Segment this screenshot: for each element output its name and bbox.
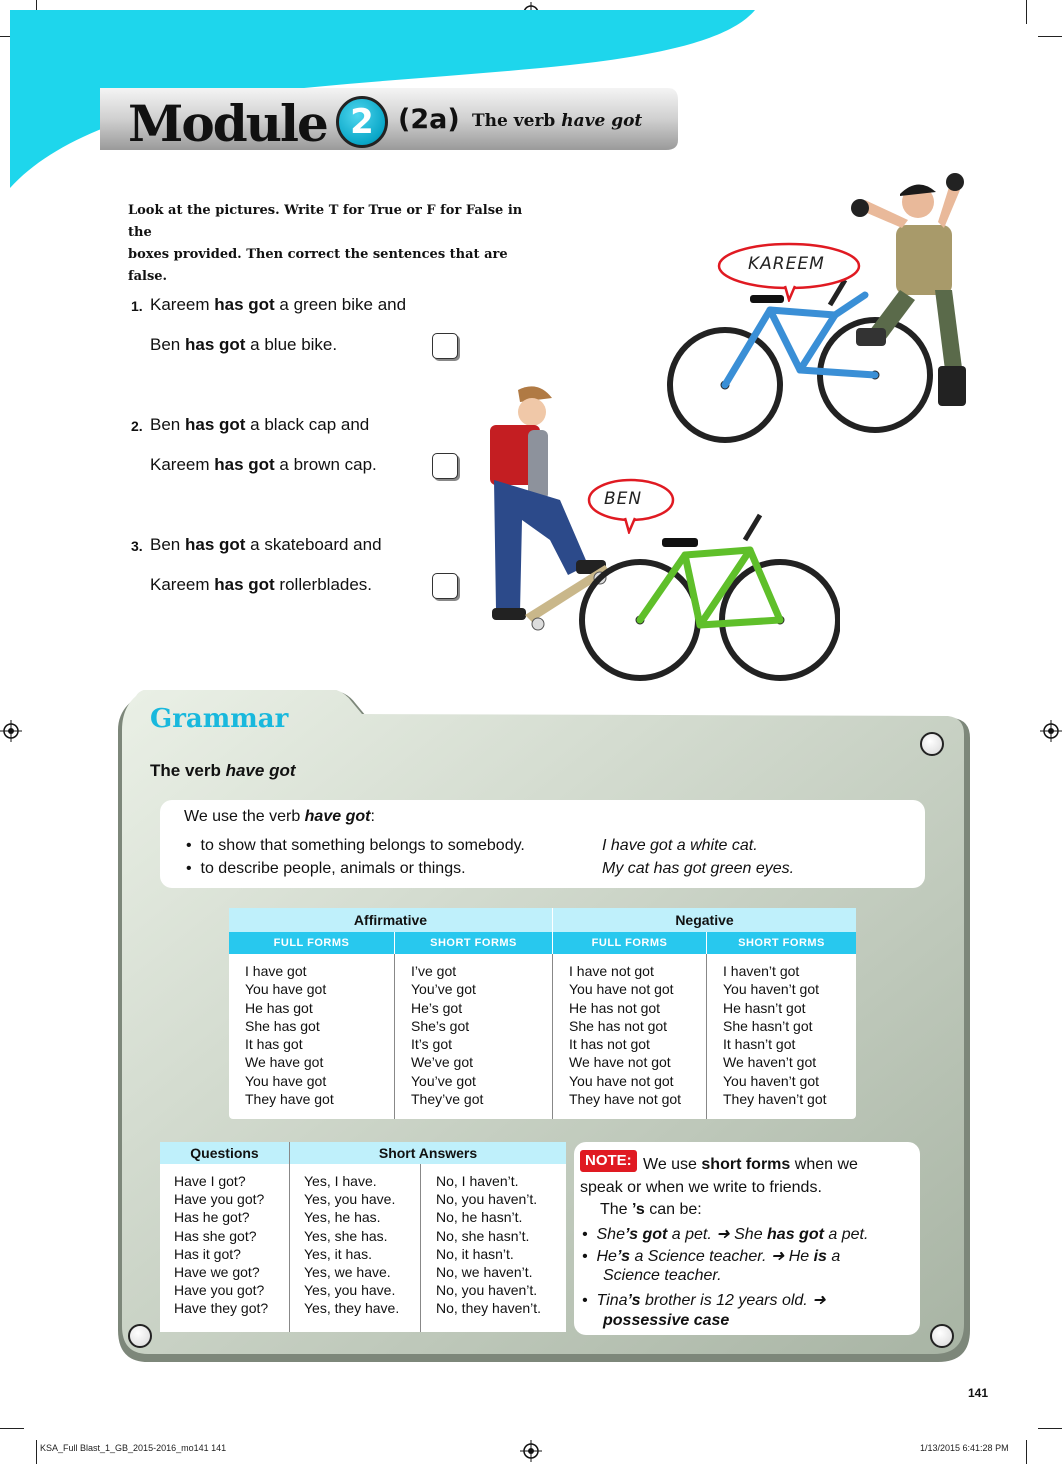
table-cell: Yes, you have. — [304, 1191, 396, 1208]
table-cell: Has he got? — [174, 1209, 250, 1226]
table-cell: No, he hasn’t. — [436, 1209, 523, 1226]
note-example-continued: possessive case — [603, 1312, 730, 1329]
ben-name-label: BEN — [604, 489, 643, 509]
column-divider — [289, 1142, 290, 1332]
usage-example: My cat has got green eyes. — [602, 860, 795, 877]
grammar-heading: Grammar — [150, 704, 289, 734]
questions-column — [174, 1172, 268, 1318]
table-cell: You have not got — [569, 981, 674, 998]
answer-box-3[interactable] — [432, 573, 458, 599]
table-cell: I have not got — [569, 963, 654, 979]
note-badge: NOTE: — [580, 1150, 637, 1172]
item-3-line-2: Kareem has got rollerblades. — [150, 575, 373, 594]
table-cell: They have not got — [569, 1091, 682, 1108]
info-icon — [920, 732, 944, 756]
crop-mark — [1026, 1440, 1027, 1464]
table-cell: It’s got — [411, 1036, 452, 1053]
table-cell: Yes, I have. — [304, 1173, 377, 1189]
usage-bullet: • to show that something belongs to somebody. — [186, 837, 525, 854]
table-cell: No, it hasn’t. — [436, 1245, 514, 1262]
table-cell: No, you haven’t. — [436, 1282, 538, 1299]
table-cell: You haven’t got — [723, 981, 820, 998]
table-cell: She has got — [245, 1017, 320, 1034]
table-cell: Have you got? — [174, 1191, 265, 1208]
grammar-subheading: The verb have got — [150, 761, 296, 780]
table-cell: You have got — [245, 981, 327, 998]
table-cell: You have got — [245, 1072, 327, 1089]
table-cell: They have got — [245, 1091, 334, 1108]
note-example: • He’s a Science teacher. ➜ He is a — [582, 1248, 841, 1265]
note-example: • Tina’s brother is 12 years old. ➜ — [582, 1292, 826, 1309]
column-divider — [706, 954, 707, 1119]
registration-mark-icon — [0, 720, 22, 742]
table-cell: He has not got — [569, 999, 661, 1016]
item-1-line-2: Ben has got a blue bike. — [150, 335, 338, 354]
table-cell: No, you haven’t. — [436, 1191, 538, 1208]
item-2-line-2: Kareem has got a brown cap. — [150, 455, 377, 474]
unit-code: (2a) — [398, 104, 460, 135]
table-cell: It has not got — [569, 1036, 650, 1053]
table-cell: Yes, you have. — [304, 1282, 396, 1299]
table-cell: They’ve got — [411, 1091, 484, 1108]
forms-table — [229, 908, 856, 1119]
usage-example: I have got a white cat. — [602, 837, 758, 854]
note-line: The ’s can be: — [600, 1201, 702, 1218]
full-forms-header: FULL FORMS — [553, 932, 706, 954]
note-line: We use short forms when we — [643, 1156, 858, 1173]
registration-mark-icon — [520, 1440, 542, 1462]
table-cell: They haven’t got — [723, 1091, 827, 1108]
affirmative-header: Affirmative — [229, 908, 552, 932]
item-3-line-1: Ben has got a skateboard and — [150, 535, 382, 554]
table-cell: I haven’t got — [723, 963, 800, 979]
short-answers-header: Short Answers — [290, 1142, 566, 1164]
item-number: 3. — [131, 538, 143, 554]
table-cell: Have you got? — [174, 1282, 265, 1299]
affirmative-short-column — [411, 962, 483, 1108]
table-cell: I’ve got — [411, 963, 457, 979]
table-cell: You haven’t got — [723, 1072, 820, 1089]
table-cell: She’s got — [411, 1017, 470, 1034]
item-number: 1. — [131, 298, 143, 314]
table-cell: Has she got? — [174, 1227, 257, 1244]
table-cell: We’ve got — [411, 1054, 473, 1071]
table-cell: We have got — [245, 1054, 324, 1071]
item-number: 2. — [131, 418, 143, 434]
note-line: speak or when we write to friends. — [580, 1179, 822, 1196]
print-date: 1/13/2015 6:41:28 PM — [920, 1443, 1009, 1453]
yes-answers-column — [304, 1172, 399, 1318]
crop-mark — [1026, 0, 1027, 24]
full-forms-header: FULL FORMS — [229, 932, 394, 954]
table-cell: Yes, he has. — [304, 1209, 381, 1226]
short-forms-header: SHORT FORMS — [395, 932, 552, 954]
table-cell: Have we got? — [174, 1264, 260, 1281]
table-cell: Have I got? — [174, 1173, 246, 1189]
answer-box-2[interactable] — [432, 453, 458, 479]
questions-header: Questions — [160, 1142, 289, 1164]
usage-bullet: • to describe people, animals or things. — [186, 860, 466, 877]
short-forms-header: SHORT FORMS — [707, 932, 856, 954]
table-cell: He’s got — [411, 999, 463, 1016]
table-cell: No, we haven’t. — [436, 1264, 533, 1281]
print-slug: KSA_Full Blast_1_GB_2015-2016_mo141 141 — [40, 1443, 227, 1453]
crop-mark — [0, 1428, 24, 1429]
crop-mark — [36, 1440, 37, 1464]
item-2-line-1: Ben has got a black cap and — [150, 415, 370, 434]
table-cell: No, she hasn’t. — [436, 1227, 530, 1244]
kareem-name-label: KAREEM — [748, 254, 825, 274]
table-cell: He has got — [245, 999, 313, 1016]
table-cell: Yes, it has. — [304, 1245, 372, 1262]
module-number-badge: 2 — [336, 96, 388, 148]
item-1-line-1: Kareem has got a green bike and — [150, 295, 407, 314]
usage-intro: We use the verb have got: — [184, 808, 375, 825]
info-icon — [128, 1324, 152, 1348]
table-cell: You’ve got — [411, 1072, 476, 1089]
table-cell: It has got — [245, 1036, 303, 1053]
table-cell: No, I haven’t. — [436, 1173, 519, 1189]
table-cell: No, they haven’t. — [436, 1300, 542, 1317]
no-answers-column — [436, 1172, 541, 1318]
table-cell: We have not got — [569, 1054, 671, 1071]
note-example-continued: Science teacher. — [603, 1267, 722, 1284]
table-cell: We haven’t got — [723, 1054, 817, 1071]
column-divider — [552, 954, 553, 1119]
table-cell: She hasn’t got — [723, 1017, 813, 1034]
registration-mark-icon — [1040, 720, 1062, 742]
table-cell: You’ve got — [411, 981, 476, 998]
unit-title: The verb have got — [472, 111, 643, 131]
table-cell: Has it got? — [174, 1245, 241, 1262]
table-cell: Have they got? — [174, 1300, 269, 1317]
negative-header: Negative — [553, 908, 856, 932]
negative-short-column — [723, 962, 827, 1108]
info-icon — [930, 1324, 954, 1348]
column-divider — [420, 1164, 421, 1332]
table-cell: She has not got — [569, 1017, 668, 1034]
module-title: Module — [128, 94, 327, 153]
table-cell: I have got — [245, 963, 307, 979]
crop-mark — [1038, 1428, 1062, 1429]
column-divider — [394, 954, 395, 1119]
page-number: 141 — [968, 1386, 989, 1400]
note-example: • She’s got a pet. ➜ She has got a pet. — [582, 1226, 869, 1243]
table-cell: Yes, she has. — [304, 1227, 388, 1244]
exercise-instructions: Look at the pictures. Write T for True or F for False in the boxes provided. Then correct the sentences that are false. — [128, 203, 523, 284]
table-cell: You have not got — [569, 1072, 674, 1089]
table-cell: Yes, we have. — [304, 1264, 391, 1281]
crop-mark — [1038, 36, 1062, 37]
table-cell: He hasn’t got — [723, 999, 806, 1016]
table-cell: It hasn’t got — [723, 1036, 796, 1053]
affirmative-full-column — [245, 962, 334, 1108]
negative-full-column — [569, 962, 681, 1108]
answer-box-1[interactable] — [432, 333, 458, 359]
questions-table — [160, 1142, 566, 1332]
table-cell: Yes, they have. — [304, 1300, 400, 1317]
